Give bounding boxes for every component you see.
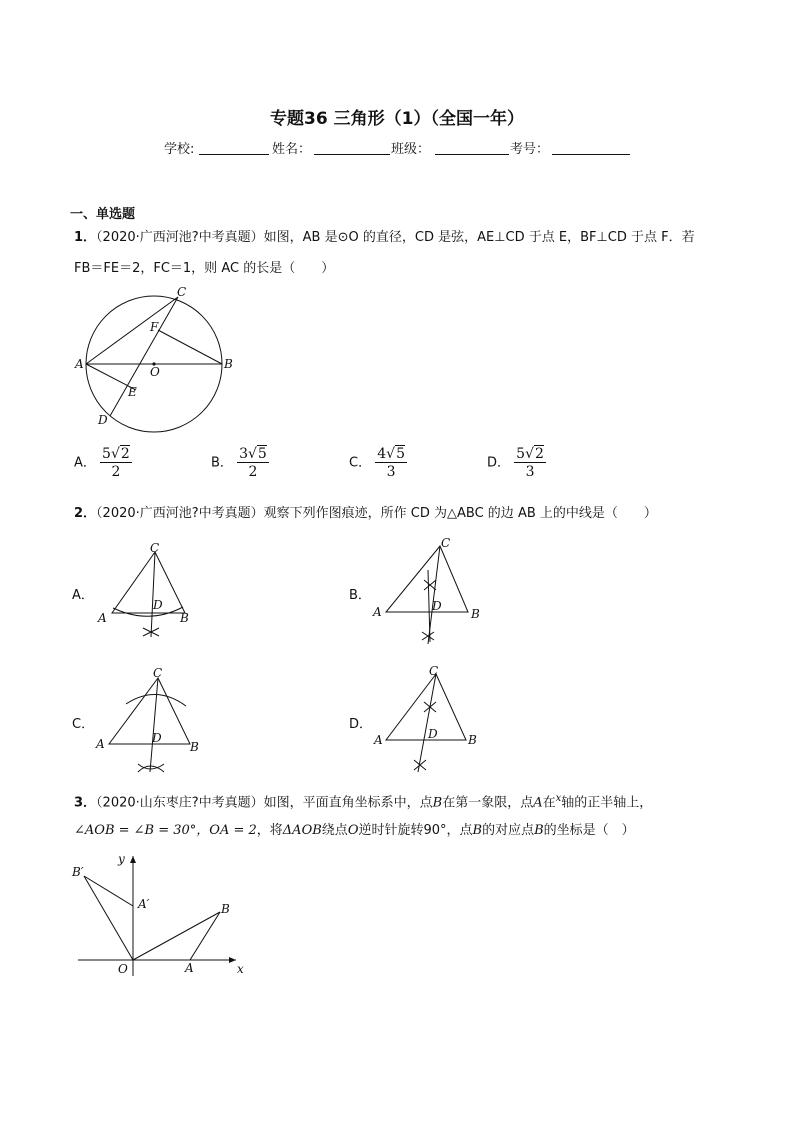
section-title: 一、单选题 [70,207,136,222]
q1-option-d-value: $\frac{5√2}{3}$ [516,446,544,480]
svg-text:C: C [153,666,163,680]
svg-text:A: A [373,605,382,619]
svg-text:y: y [118,852,125,866]
svg-text:B: B [180,611,189,625]
label-C: C [177,285,187,299]
svg-text:B′: B′ [72,865,84,879]
q2-option-c-letter[interactable]: C． [72,717,95,732]
svg-text:D: D [432,599,442,613]
class-label: 班级： [391,142,431,157]
svg-text:x: x [237,962,244,976]
page-title: 专题36 三角形（1）（全国一年） [270,109,524,129]
exam-label: 考号： [510,142,550,157]
svg-text:A: A [98,611,107,625]
q1-number: 1． [74,230,97,245]
q1-option-b-value: $\frac{3√5}{2}$ [239,446,267,480]
label-B: B [224,357,233,371]
label-D: D [98,413,108,427]
q1-option-d[interactable] [487,446,546,480]
svg-text:D: D [152,731,162,745]
q2-text: （2020·广西河池?中考真题）观察下列作图痕迹，所作 CD 为△ABC 的边 AB 上的中线是（ ） [96,506,657,521]
q3-line1: 3．（2020·山东枣庄?中考真题）如图，平面直角坐标系中，点B在第一象限，点A在$^x$轴的正半轴上， [74,793,653,811]
q2-number: 2． [74,506,97,521]
svg-text:C: C [150,541,160,555]
q1-option-b[interactable] [211,446,269,480]
label-A: A [75,357,84,371]
q1-circle-figure [70,284,240,434]
name-blank[interactable] [314,140,390,159]
q1-text-line1: （2020·广西河池?中考真题）如图，AB 是⊙O 的直径，CD 是弦，AE⊥CD 于点 E，BF⊥CD 于点 F．若 [96,230,695,245]
svg-text:B: B [221,902,230,916]
svg-text:B: B [468,733,477,747]
svg-text:D: D [153,598,163,612]
svg-text:B: B [471,607,480,621]
svg-text:A: A [374,733,383,747]
q1-option-c-value: $\frac{4√5}{3}$ [377,446,405,480]
q2-figure-d [372,660,492,780]
q1-option-b-letter: B． [211,455,233,471]
svg-text:B: B [190,740,199,754]
q2-option-d-letter[interactable]: D． [349,717,373,732]
q2-option-b-letter[interactable]: B． [349,588,371,603]
svg-text:A′: A′ [138,897,150,911]
q1-option-a[interactable] [74,446,132,480]
q1-option-c[interactable] [349,446,407,480]
school-blank[interactable] [199,140,269,159]
svg-text:A: A [185,961,194,975]
class-blank[interactable] [435,140,509,159]
q2-figure-a [95,537,205,647]
q2-option-a-letter[interactable]: A． [72,588,94,603]
name-label: 姓名： [272,142,312,157]
svg-text:D: D [428,727,438,741]
q1-option-a-letter: A． [74,455,96,471]
label-E: E [128,385,137,399]
q1-option-a-value: $\frac{5√2}{2}$ [102,446,130,480]
svg-text:A: A [96,737,105,751]
svg-text:C: C [441,536,451,550]
label-F: F [150,320,159,334]
school-label: 学校: [164,142,195,157]
svg-text:C: C [429,664,439,678]
q1-line1 [74,228,695,248]
q3-line2: ∠AOB = ∠B = 30°，OA = 2，将ΔAOB绕点O逆时针旋转90°，点B的对应点B的坐标是（ ） [74,823,635,838]
exam-blank[interactable] [552,140,630,159]
q3-coordinate-figure [70,846,260,981]
q2-figure-c [94,664,214,779]
svg-text:O: O [118,962,128,976]
label-O: O [150,365,160,379]
q2-figure-b [370,532,490,652]
q1-option-c-letter: C． [349,455,372,471]
q3-number: 3． [74,795,97,811]
q2-line [74,504,657,524]
q1-text-line2: FB＝FE＝2，FC＝1，则 AC 的长是（ ） [74,261,335,276]
q1-option-d-letter: D． [487,455,511,471]
